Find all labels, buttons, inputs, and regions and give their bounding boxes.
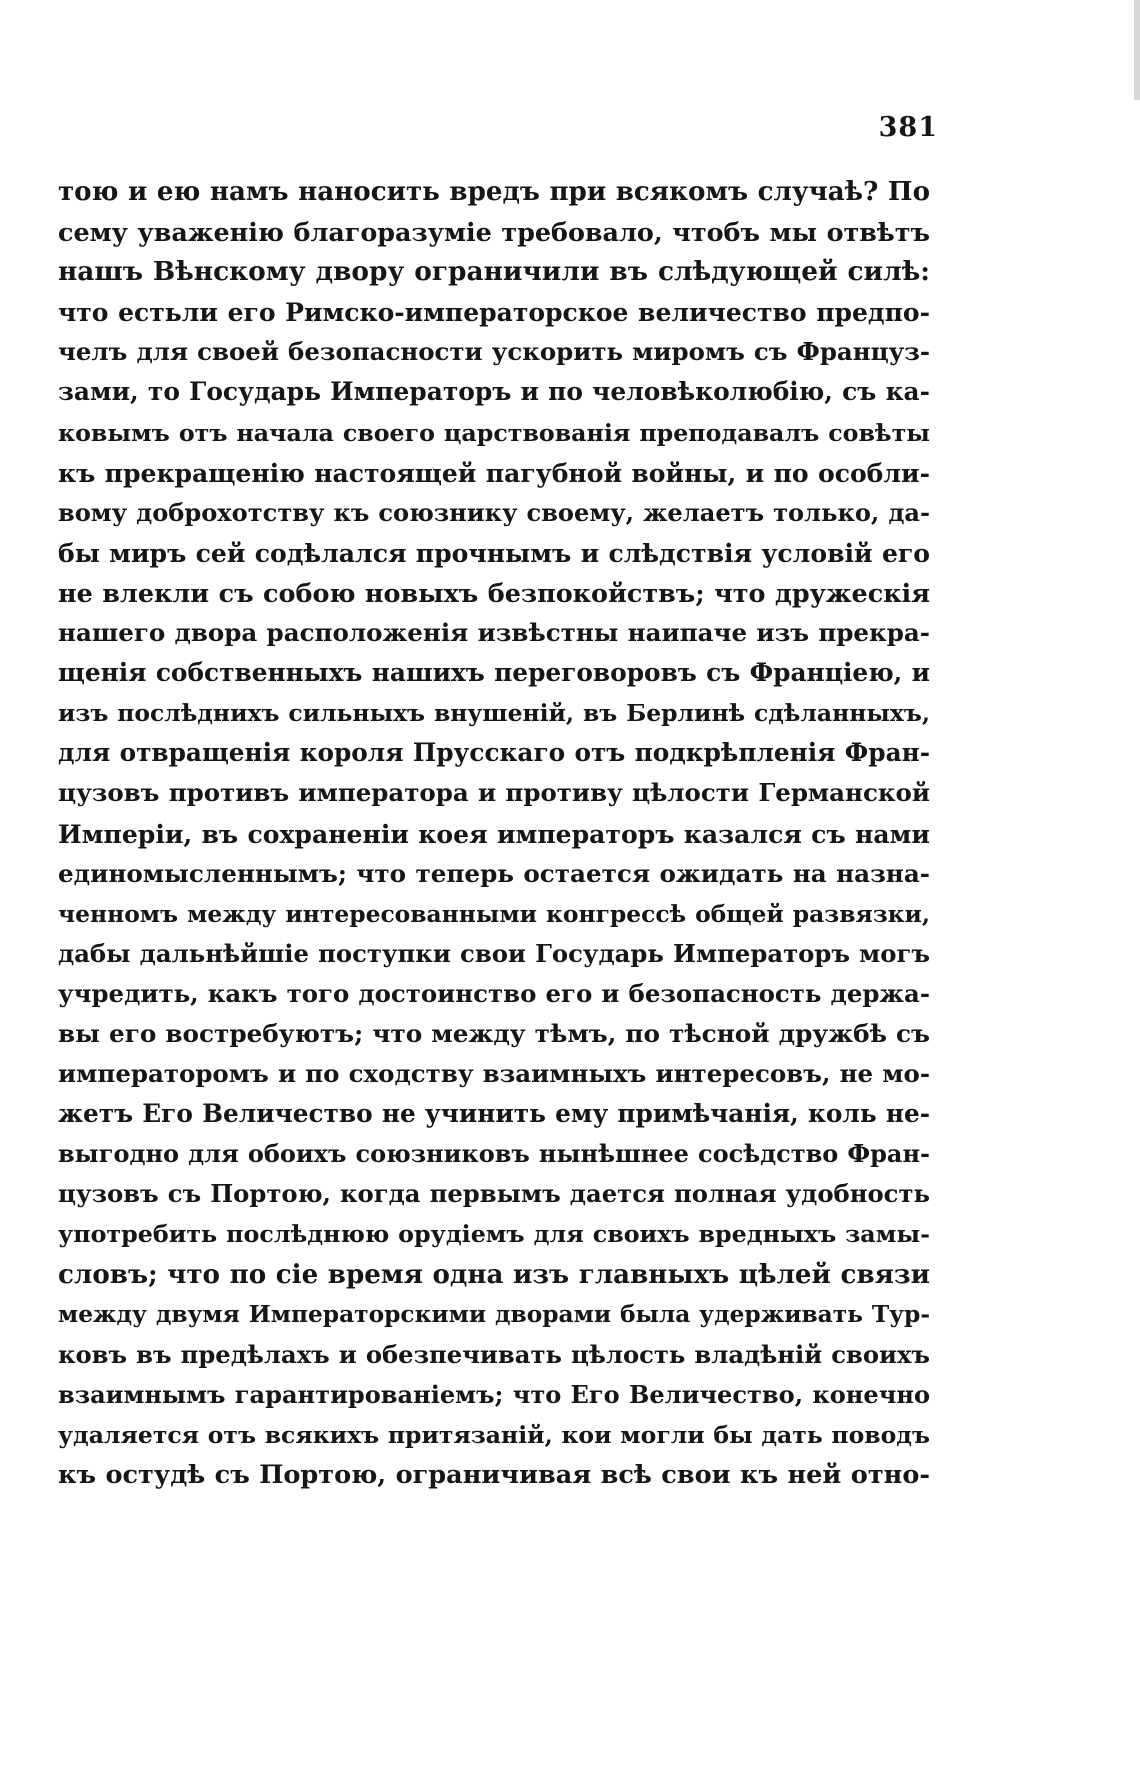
text-line: ковымъ отъ начала своего царствованія преподавалъ совѣты: [58, 418, 930, 447]
text-line: между двумя Императорскими дворами была удерживать Тур-: [58, 1300, 930, 1328]
text-line: удаляется отъ всякихъ притязаній, кои могли бы дать поводъ: [58, 1420, 930, 1449]
body-text: [58, 172, 930, 1495]
text-line: зами, то Государь Императоръ и по человѣколюбію, съ ка-: [58, 377, 930, 407]
text-line: для отвращенія короля Прусскаго отъ подкрѣпленія Фран-: [58, 738, 930, 768]
text-line: жетъ Его Величество не учинить ему примѣчанія, коль не-: [58, 1099, 930, 1129]
text-line: что естьли его Римско-императорское величество предпо-: [58, 297, 930, 328]
text-line: сему уваженію благоразуміе требовало, чтобъ мы отвѣтъ: [58, 217, 930, 248]
text-line: ченномъ между интересованными конгрессѣ общей развязки,: [58, 899, 930, 928]
text-line: бы миръ сей содѣлался прочнымъ и слѣдствія условій его: [58, 537, 930, 568]
text-line: челъ для своей безопасности ускорить миромъ съ Француз-: [58, 337, 930, 367]
text-line: императоромъ и по сходству взаимныхъ интересовъ, не мо-: [58, 1059, 930, 1089]
text-line: къ прекращенію настоящей пагубной войны, и по особли-: [58, 457, 930, 488]
text-line: взаимнымъ гарантированіемъ; что Его Величество, конечно: [58, 1379, 930, 1409]
text-line: единомысленнымъ; что теперь остается ожидать на назна-: [58, 858, 930, 888]
text-line: нашъ Вѣнскому двору ограничили въ слѣдующей силѣ:: [58, 256, 930, 288]
text-line: не влекли съ собою новыхъ безпокойствъ; что дружескія: [58, 577, 930, 608]
text-line: вому доброхотству къ союзнику своему, желаетъ только, да-: [58, 497, 930, 527]
text-line: Имперіи, въ сохраненіи коея императоръ казался съ нами: [58, 818, 930, 849]
text-line: учредить, какъ того достоинство его и безопасность держа-: [58, 978, 930, 1008]
text-line: изъ послѣднихъ сильныхъ внушеній, въ Берлинѣ сдѣланныхъ,: [58, 699, 930, 728]
text-line: дабы дальнѣйшіе поступки свои Государь Императоръ могъ: [58, 938, 930, 968]
text-line: къ остудѣ съ Портою, ограничивая всѣ свои къ ней отно-: [58, 1460, 930, 1490]
text-line: щенія собственныхъ нашихъ переговоровъ съ Франціею, и: [58, 658, 930, 688]
page-number: 381: [878, 112, 938, 143]
scan-edge-shadow: [1134, 0, 1140, 100]
text-line: нашего двора расположенія извѣстны наипаче изъ прекра-: [58, 618, 930, 648]
text-line: ковъ въ предѣлахъ и обезпечивать цѣлость владѣній своихъ: [58, 1339, 930, 1369]
text-line: словъ; что по сіе время одна изъ главныхъ цѣлей связи: [58, 1258, 930, 1290]
text-line: вы его востребуютъ; что между тѣмъ, по тѣсной дружбѣ съ: [58, 1018, 930, 1048]
text-line: цузовъ противъ императора и противу цѣлости Германской: [58, 778, 930, 808]
text-line: цузовъ съ Портою, когда первымъ дается полная удобность: [58, 1179, 930, 1209]
text-line: выгодно для обоихъ союзниковъ нынѣшнее сосѣдство Фран-: [58, 1139, 930, 1169]
text-line: употребить послѣднюю орудіемъ для своихъ вредныхъ замы-: [58, 1220, 930, 1249]
text-line: тою и ею намъ наносить вредъ при всякомъ случаѣ? По: [58, 176, 930, 207]
